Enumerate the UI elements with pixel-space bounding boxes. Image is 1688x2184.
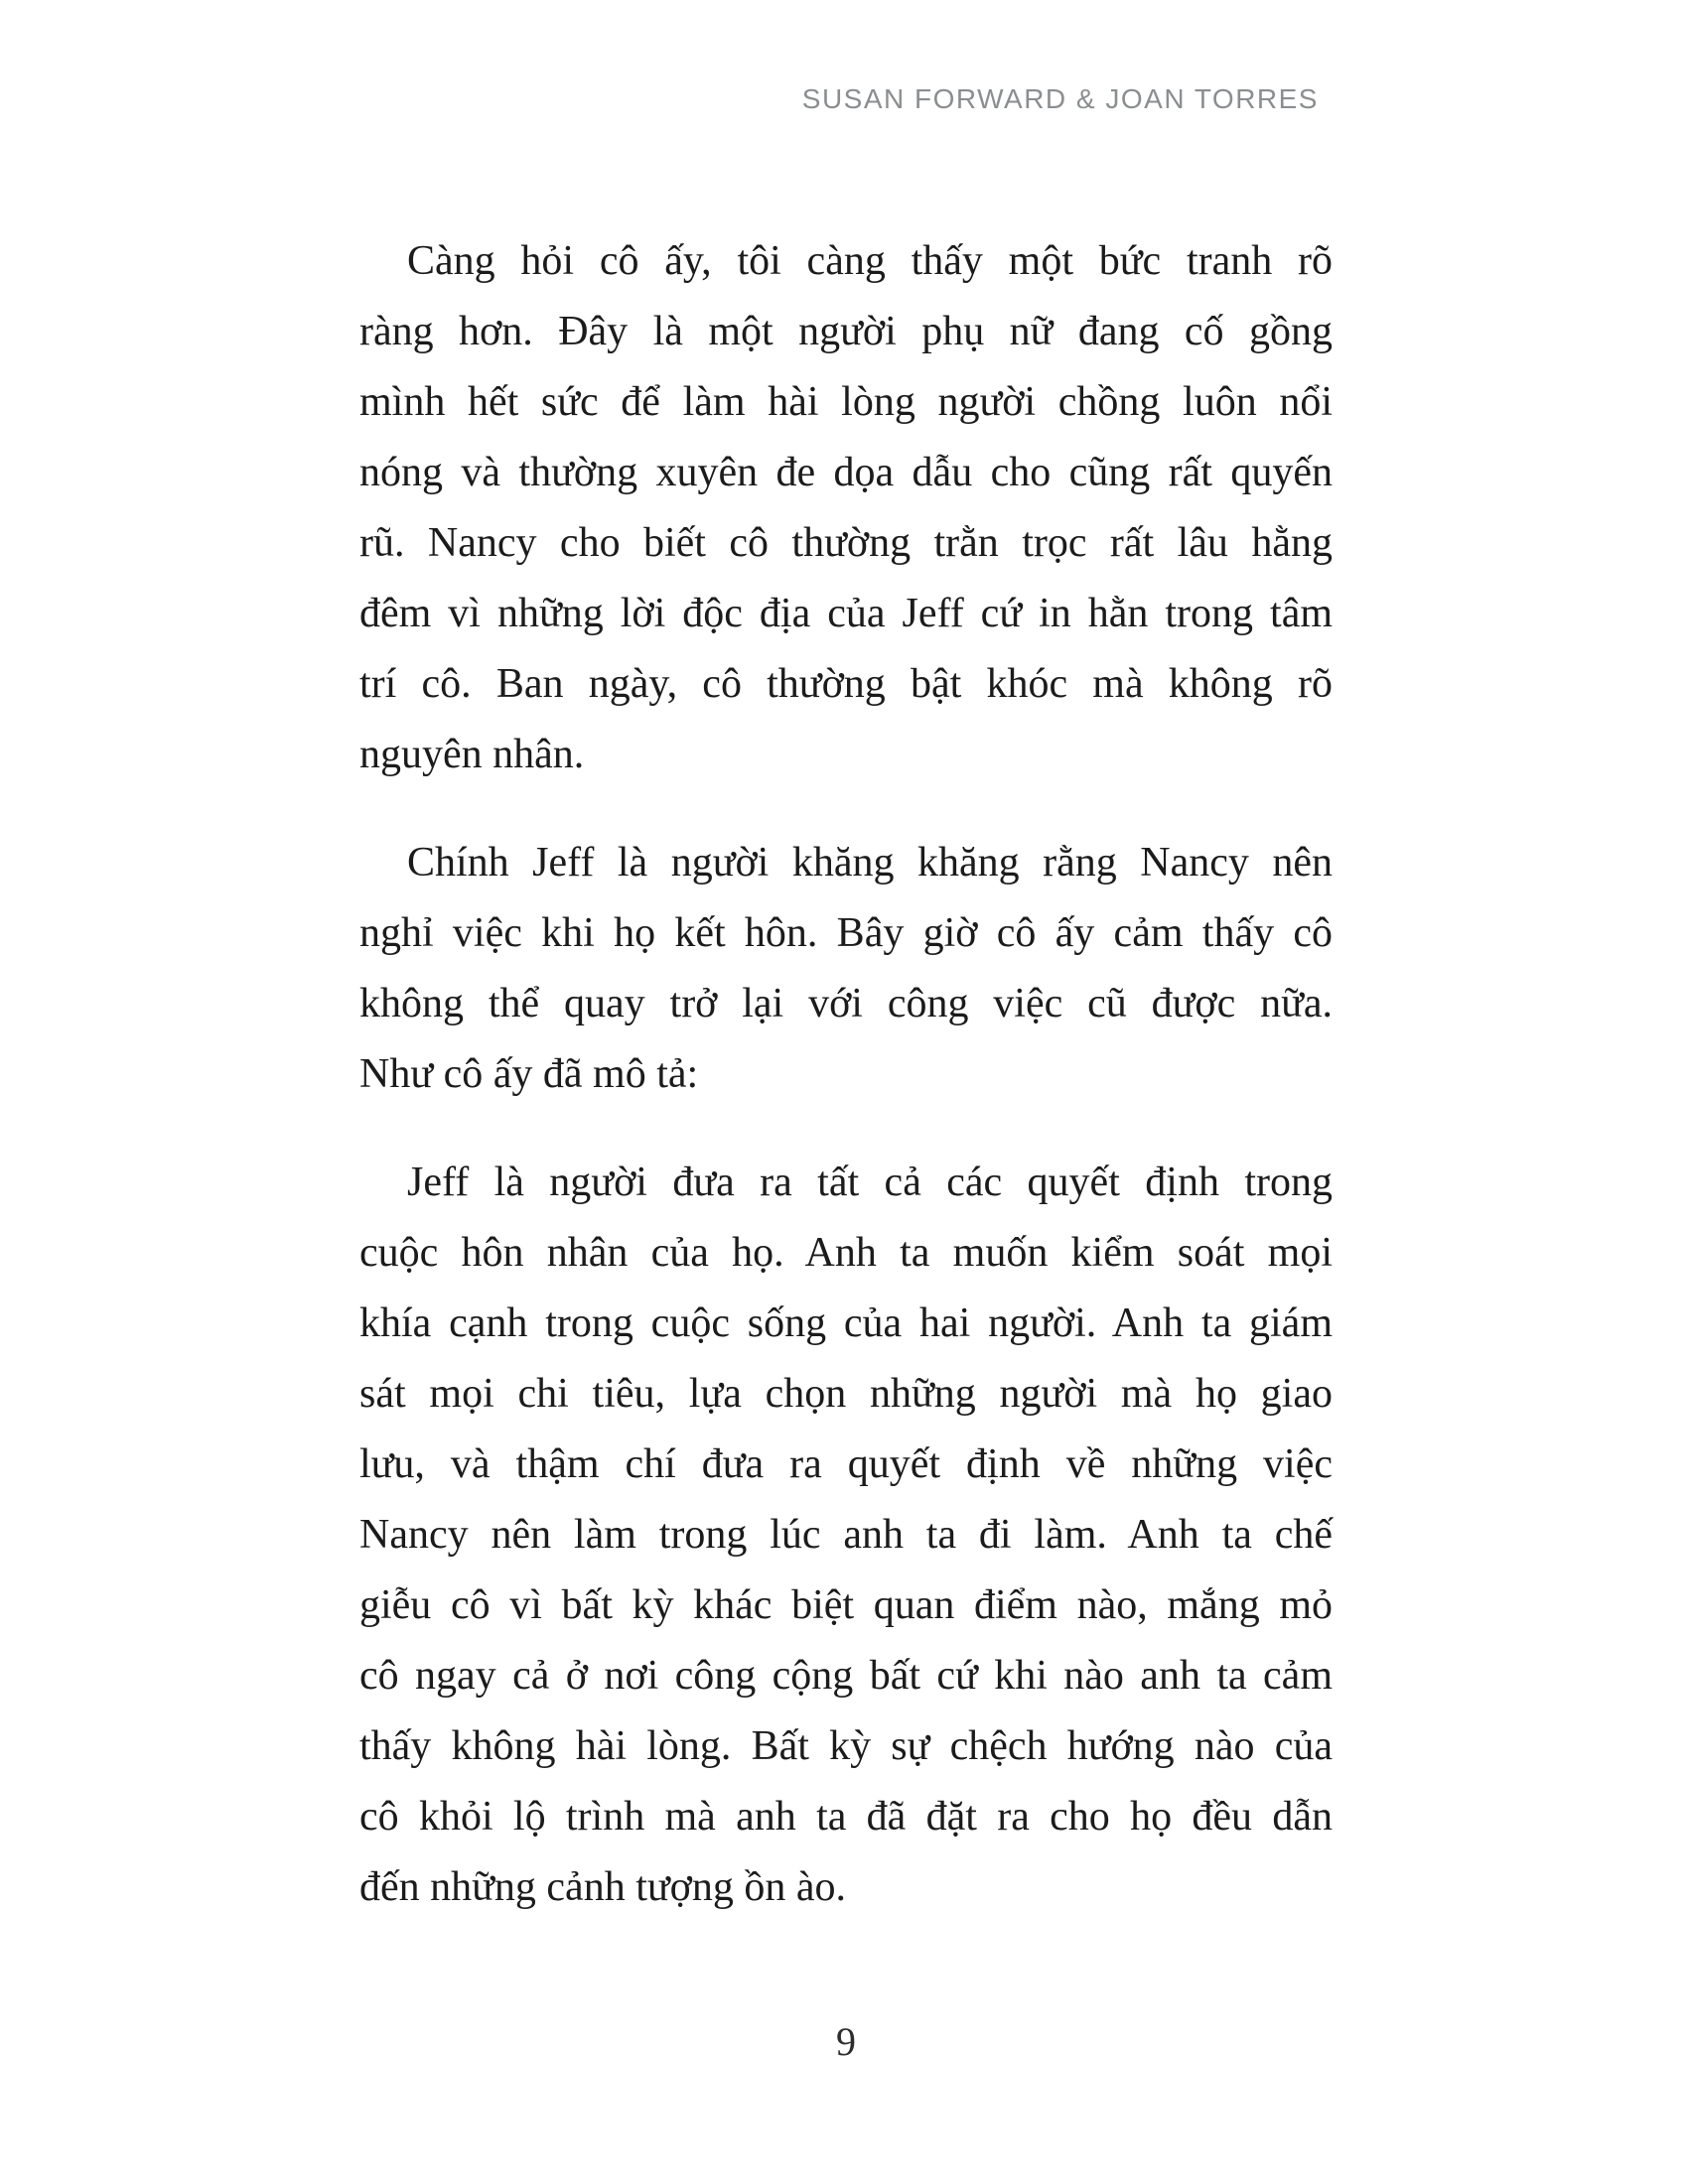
- text-line: nguyên nhân.: [359, 732, 585, 777]
- text-line: rũ. Nancy cho biết cô thường trằn trọc rất lâu hằng: [359, 520, 1333, 566]
- text-line: không thể quay trở lại với công việc cũ được nữa.: [359, 981, 1333, 1026]
- text-line: khía cạnh trong cuộc sống của hai người. Anh ta giám: [359, 1300, 1333, 1346]
- text-line: Chính Jeff là người khăng khăng rằng Nancy nên: [407, 840, 1333, 886]
- text-line: trí cô. Ban ngày, cô thường bật khóc mà không rõ: [359, 661, 1333, 707]
- text-line: nóng và thường xuyên đe dọa dẫu cho cũng rất quyến: [359, 450, 1333, 495]
- text-line: cuộc hôn nhân của họ. Anh ta muốn kiểm soát mọi: [359, 1230, 1333, 1276]
- text-line: mình hết sức để làm hài lòng người chồng luôn nổi: [359, 379, 1333, 425]
- text-line: đêm vì những lời độc địa của Jeff cứ in hằn trong tâm: [359, 591, 1333, 636]
- text-line: lưu, và thậm chí đưa ra quyết định về những việc: [359, 1441, 1333, 1487]
- running-header: SUSAN FORWARD & JOAN TORRES: [801, 83, 1319, 114]
- text-line: cô ngay cả ở nơi công cộng bất cứ khi nào anh ta cảm: [359, 1653, 1333, 1699]
- text-line: đến những cảnh tượng ồn ào.: [359, 1864, 846, 1910]
- text-line: Như cô ấy đã mô tả:: [359, 1051, 699, 1097]
- text-line: Càng hỏi cô ấy, tôi càng thấy một bức tranh rõ: [407, 238, 1333, 284]
- text-line: thấy không hài lòng. Bất kỳ sự chệch hướng nào của: [359, 1723, 1333, 1769]
- text-line: sát mọi chi tiêu, lựa chọn những người mà họ giao: [359, 1371, 1333, 1417]
- paragraph: [359, 828, 1333, 1110]
- text-line: Nancy nên làm trong lúc anh ta đi làm. Anh ta chế: [359, 1512, 1333, 1558]
- page-number: 9: [836, 2019, 856, 2064]
- text-line: Jeff là người đưa ra tất cả các quyết định trong: [407, 1160, 1333, 1205]
- text-line: ràng hơn. Đây là một người phụ nữ đang cố gồng: [359, 309, 1333, 354]
- text-line: giễu cô vì bất kỳ khác biệt quan điểm nào, mắng mỏ: [359, 1582, 1333, 1628]
- text-line: cô khỏi lộ trình mà anh ta đã đặt ra cho họ đều dẫn: [359, 1794, 1333, 1840]
- paragraph: [359, 1148, 1333, 1923]
- text-line: nghỉ việc khi họ kết hôn. Bây giờ cô ấy cảm thấy cô: [359, 910, 1333, 956]
- body-text: [359, 226, 1333, 1923]
- paragraph: [359, 226, 1333, 790]
